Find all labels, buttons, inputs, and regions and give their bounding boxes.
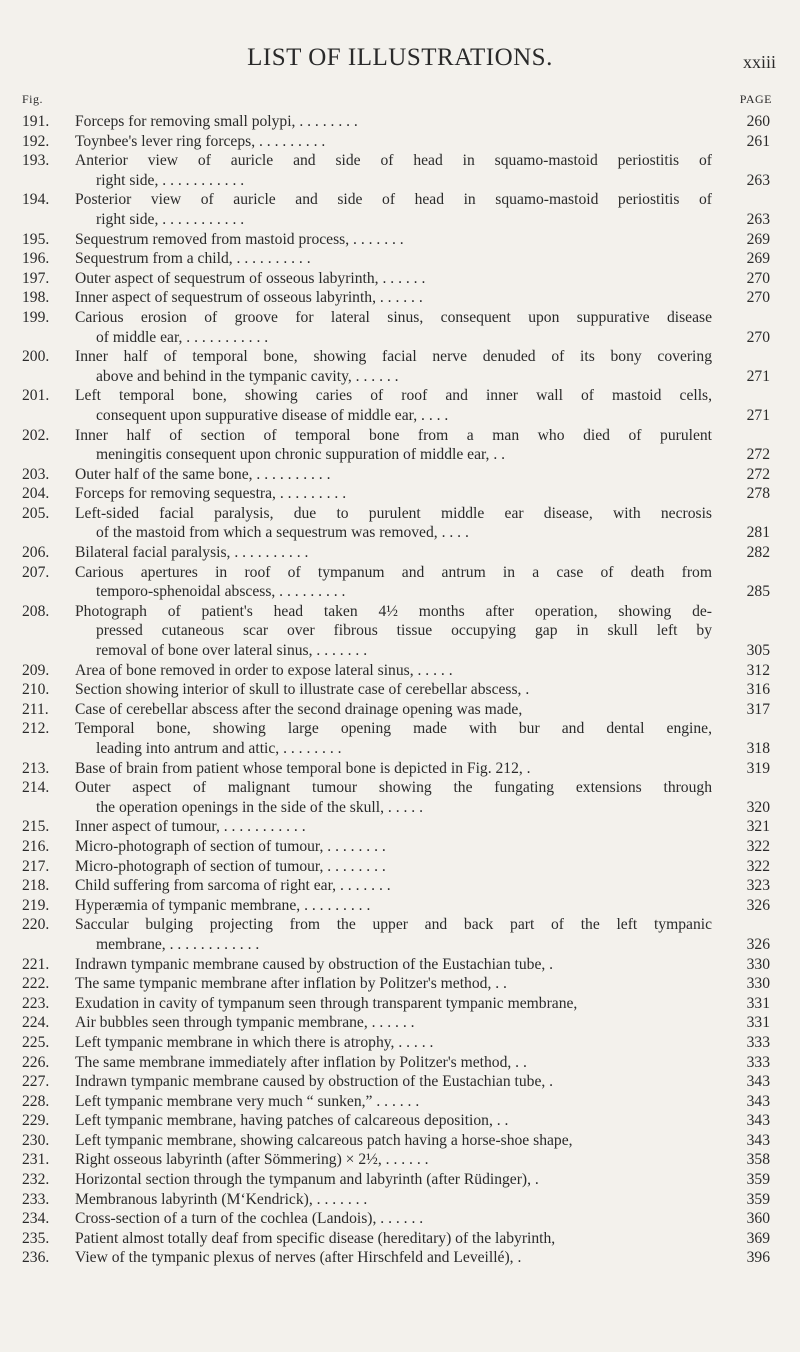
figure-caption — [75, 1150, 712, 1170]
page-reference: 271 — [746, 367, 770, 385]
caption-line: Photograph of patient's head taken 4½ months after operation, showing de- — [75, 602, 712, 620]
caption-line: Temporal bone, showing large opening made with bur and dental engine, — [75, 720, 712, 738]
caption-line: removal of bone over lateral sinus, . . . . . . . — [96, 642, 368, 660]
caption-line: Base of brain from patient whose temporal bone is depicted in Fig. 212, . — [75, 759, 531, 777]
page-reference: 272 — [746, 446, 770, 464]
figure-caption — [75, 1190, 712, 1210]
figure-caption — [75, 112, 712, 132]
page-reference: 285 — [746, 583, 770, 601]
page-reference: 358 — [746, 1151, 770, 1169]
list-item — [0, 1033, 800, 1053]
caption-line: Left-sided facial paralysis, due to purulent middle ear disease, with necrosis — [75, 504, 712, 522]
list-item — [0, 504, 800, 543]
figure-number: 202. — [22, 426, 50, 444]
figure-caption — [75, 661, 712, 681]
page-reference: 272 — [746, 465, 770, 483]
figure-caption — [75, 1131, 712, 1151]
list-item — [0, 426, 800, 465]
list-item — [0, 465, 800, 485]
figure-number: 201. — [22, 387, 50, 405]
fig-column-heading: Fig. — [22, 92, 44, 106]
figure-caption — [75, 132, 712, 152]
page-reference: 360 — [746, 1210, 770, 1228]
list-item — [0, 1072, 800, 1092]
caption-line: Inner aspect of tumour, . . . . . . . . . . . — [75, 818, 306, 836]
list-item — [0, 1150, 800, 1170]
caption-line: Outer half of the same bone, . . . . . . . . . . — [75, 465, 331, 483]
figure-caption — [75, 288, 712, 308]
figure-caption — [75, 1033, 712, 1053]
page-reference: 343 — [746, 1073, 770, 1091]
caption-line: View of the tympanic plexus of nerves (after Hirschfeld and Leveillé), . — [75, 1249, 522, 1267]
caption-line: of middle ear, . . . . . . . . . . . — [96, 328, 269, 346]
figure-caption — [75, 1092, 712, 1112]
figure-caption — [75, 837, 712, 857]
figure-caption — [75, 817, 712, 837]
figure-caption — [75, 230, 712, 250]
page-reference: 316 — [746, 681, 770, 699]
page-reference: 323 — [746, 877, 770, 895]
figure-number: 191. — [22, 113, 50, 130]
figure-caption — [75, 269, 712, 289]
figure-caption — [75, 602, 712, 661]
figure-number: 210. — [22, 681, 50, 699]
page-reference: 320 — [746, 798, 770, 816]
list-item — [0, 1209, 800, 1229]
list-item — [0, 269, 800, 289]
list-item — [0, 230, 800, 250]
caption-line: of the mastoid from which a sequestrum was removed, . . . . — [96, 524, 469, 542]
figure-number: 227. — [22, 1073, 50, 1091]
caption-line: Hyperæmia of tympanic membrane, . . . . . . . . . — [75, 896, 371, 914]
page-reference: 331 — [746, 994, 770, 1012]
page-reference: 278 — [746, 485, 770, 503]
caption-line: Carious apertures in roof of tympanum and antrum in a case of death from — [75, 563, 712, 581]
caption-line: The same membrane immediately after inflation by Politzer's method, . . — [75, 1053, 527, 1071]
figure-caption — [75, 1209, 712, 1229]
list-item — [0, 308, 800, 347]
list-item — [0, 817, 800, 837]
list-item — [0, 602, 800, 661]
caption-line: leading into antrum and attic, . . . . . . . . — [96, 740, 342, 757]
list-item — [0, 661, 800, 681]
list-item — [0, 700, 800, 720]
caption-line: Cross-section of a turn of the cochlea (Landois), . . . . . . — [75, 1210, 424, 1228]
caption-line: Micro-photograph of section of tumour, . . . . . . . . — [75, 837, 386, 855]
page-reference: 312 — [746, 661, 770, 679]
figure-number: 225. — [22, 1033, 50, 1051]
page-reference: 269 — [746, 230, 770, 248]
page-reference: 263 — [746, 210, 770, 228]
caption-line: Exudation in cavity of tympanum seen through transparent tympanic membrane, — [75, 994, 578, 1012]
figure-number: 197. — [22, 269, 50, 287]
page-reference: 319 — [746, 759, 770, 777]
list-item — [0, 386, 800, 425]
list-item — [0, 719, 800, 758]
page-reference: 322 — [746, 857, 770, 875]
list-item — [0, 1092, 800, 1112]
page-reference: 317 — [746, 700, 770, 718]
figure-number: 220. — [22, 916, 50, 934]
figure-number: 212. — [22, 720, 50, 738]
caption-line: Left tympanic membrane, having patches of calcareous deposition, . . — [75, 1112, 509, 1130]
figure-number: 200. — [22, 348, 50, 366]
page-reference: 343 — [746, 1131, 770, 1149]
figure-caption — [75, 857, 712, 877]
figure-caption — [75, 347, 712, 386]
figure-number: 205. — [22, 504, 50, 522]
figure-caption — [75, 759, 712, 779]
caption-line: Area of bone removed in order to expose lateral sinus, . . . . . — [75, 661, 453, 679]
figure-number: 224. — [22, 1014, 50, 1032]
caption-line: Outer aspect of sequestrum of osseous labyrinth, . . . . . . — [75, 269, 426, 287]
page-reference: 271 — [746, 406, 770, 424]
figure-number: 222. — [22, 975, 50, 993]
caption-line: meningitis consequent upon chronic suppuration of middle ear, . . — [96, 446, 506, 464]
caption-line: Carious erosion of groove for lateral sinus, consequent upon suppurative disease — [75, 308, 712, 326]
list-item — [0, 249, 800, 269]
figure-number: 229. — [22, 1112, 50, 1130]
list-item — [0, 974, 800, 994]
figure-number: 218. — [22, 877, 50, 895]
list-item — [0, 1111, 800, 1131]
page-reference: 318 — [746, 740, 770, 757]
page-reference: 270 — [746, 289, 770, 307]
caption-line: Membranous labyrinth (M‘Kendrick), . . . . . . . — [75, 1190, 368, 1208]
page-reference: 330 — [746, 955, 770, 973]
figure-number: 203. — [22, 465, 50, 483]
figure-caption — [75, 426, 712, 465]
figure-number: 198. — [22, 289, 50, 307]
figure-caption — [75, 778, 712, 817]
caption-line: Inner half of section of temporal bone from a man who died of purulent — [75, 426, 712, 444]
page-reference: 326 — [746, 935, 770, 953]
figure-caption — [75, 190, 712, 229]
page-reference: 281 — [746, 524, 770, 542]
list-item — [0, 896, 800, 916]
figure-caption — [75, 719, 712, 758]
caption-line: Left tympanic membrane in which there is atrophy, . . . . . — [75, 1033, 434, 1051]
figure-caption — [75, 680, 712, 700]
figure-number: 234. — [22, 1210, 50, 1228]
list-item — [0, 955, 800, 975]
figure-caption — [75, 1013, 712, 1033]
figure-caption — [75, 151, 712, 190]
page-reference: 270 — [746, 269, 770, 287]
figure-number: 217. — [22, 857, 50, 875]
figure-number: 195. — [22, 230, 50, 248]
figure-number: 230. — [22, 1131, 50, 1149]
figure-caption — [75, 896, 712, 916]
caption-line: Toynbee's lever ring forceps, . . . . . . . . . — [75, 132, 326, 150]
list-item — [0, 1053, 800, 1073]
page-number: xxiii — [742, 52, 776, 72]
caption-line: Sequestrum from a child, . . . . . . . . . . — [75, 250, 311, 268]
list-item — [0, 857, 800, 877]
figure-number: 215. — [22, 818, 50, 836]
caption-line: Forceps for removing small polypi, . . . . . . . . — [75, 113, 358, 130]
page-reference: 269 — [746, 250, 770, 268]
list-item — [0, 915, 800, 954]
figure-number: 204. — [22, 485, 50, 503]
figure-caption — [75, 563, 712, 602]
list-item — [0, 1190, 800, 1210]
page-reference: 343 — [746, 1112, 770, 1130]
figure-number: 223. — [22, 994, 50, 1012]
page-reference: 331 — [746, 1014, 770, 1032]
figure-number: 221. — [22, 955, 50, 973]
list-item — [0, 837, 800, 857]
caption-line: consequent upon suppurative disease of middle ear, . . . . — [96, 406, 449, 424]
page-reference: 263 — [746, 171, 770, 189]
figure-caption — [75, 876, 712, 896]
list-item — [0, 190, 800, 229]
page-title: LIST OF ILLUSTRATIONS. — [247, 44, 553, 71]
page-reference: 333 — [746, 1053, 770, 1071]
caption-line: Saccular bulging projecting from the upper and back part of the left tympanic — [75, 916, 712, 934]
caption-line: Horizontal section through the tympanum and labyrinth (after Rüdinger), . — [75, 1171, 539, 1189]
page-reference: 359 — [746, 1190, 770, 1208]
figure-caption — [75, 1248, 712, 1268]
figure-number: 236. — [22, 1249, 50, 1267]
page-reference: 343 — [746, 1092, 770, 1110]
figure-number: 216. — [22, 837, 50, 855]
caption-line: Bilateral facial paralysis, . . . . . . . . . . — [75, 544, 309, 562]
caption-line: Child suffering from sarcoma of right ear, . . . . . . . — [75, 877, 391, 895]
figure-caption — [75, 1170, 712, 1190]
figure-number: 199. — [22, 308, 50, 326]
caption-line: Case of cerebellar abscess after the second drainage opening was made, — [75, 700, 523, 718]
figure-number: 228. — [22, 1092, 50, 1110]
figure-caption — [75, 484, 712, 504]
list-item — [0, 759, 800, 779]
figure-number: 211. — [22, 700, 49, 718]
list-item — [0, 112, 800, 132]
figure-caption — [75, 386, 712, 425]
figure-number: 193. — [22, 152, 50, 170]
list-item — [0, 994, 800, 1014]
figure-number: 207. — [22, 563, 50, 581]
list-item — [0, 563, 800, 602]
figure-caption — [75, 465, 712, 485]
figure-caption — [75, 1111, 712, 1131]
figure-caption — [75, 955, 712, 975]
list-item — [0, 543, 800, 563]
list-item — [0, 680, 800, 700]
list-item — [0, 778, 800, 817]
list-item — [0, 484, 800, 504]
figure-number: 194. — [22, 191, 50, 209]
page-reference: 369 — [746, 1229, 770, 1247]
page-reference: 333 — [746, 1033, 770, 1051]
figure-number: 233. — [22, 1190, 50, 1208]
caption-line: Left temporal bone, showing caries of roof and inner wall of mastoid cells, — [75, 387, 712, 405]
caption-line: Posterior view of auricle and side of head in squamo-mastoid periostitis of — [75, 191, 712, 209]
list-item — [0, 1248, 800, 1268]
figure-number: 232. — [22, 1171, 50, 1189]
figure-caption — [75, 1053, 712, 1073]
list-item — [0, 288, 800, 308]
caption-line: right side, . . . . . . . . . . . — [96, 171, 245, 189]
page-reference: 326 — [746, 896, 770, 914]
page-reference: 282 — [746, 544, 770, 562]
figure-caption — [75, 1072, 712, 1092]
list-item — [0, 1229, 800, 1249]
caption-line: Air bubbles seen through tympanic membrane, . . . . . . — [75, 1014, 415, 1032]
figure-number: 214. — [22, 779, 50, 797]
list-item — [0, 151, 800, 190]
figure-caption — [75, 1229, 712, 1249]
caption-line: Right osseous labyrinth (after Sömmering) × 2½, . . . . . . — [75, 1151, 429, 1169]
caption-line: pressed cutaneous scar over fibrous tissue occupying gap in skull left by — [96, 622, 712, 640]
figure-caption — [75, 308, 712, 347]
figure-caption — [75, 974, 712, 994]
page-reference: 261 — [746, 132, 770, 150]
page-header — [0, 44, 800, 84]
caption-line: Forceps for removing sequestra, . . . . . . . . . — [75, 485, 347, 503]
list-item — [0, 1131, 800, 1151]
figure-caption — [75, 249, 712, 269]
caption-line: Sequestrum removed from mastoid process, . . . . . . . — [75, 230, 404, 248]
figure-number: 219. — [22, 896, 50, 914]
caption-line: Indrawn tympanic membrane caused by obstruction of the Eustachian tube, . — [75, 955, 554, 973]
page-reference: 270 — [746, 328, 770, 346]
page-reference: 305 — [746, 642, 770, 660]
column-headings — [0, 92, 800, 108]
page-column-heading: PAGE — [739, 92, 772, 106]
page-reference: 322 — [746, 837, 770, 855]
list-item — [0, 347, 800, 386]
caption-line: Anterior view of auricle and side of head in squamo-mastoid periostitis of — [75, 152, 712, 170]
figure-caption — [75, 543, 712, 563]
figure-number: 196. — [22, 250, 50, 268]
list-item — [0, 1170, 800, 1190]
page-reference: 396 — [746, 1249, 770, 1267]
page-reference: 330 — [746, 975, 770, 993]
caption-line: Left tympanic membrane very much “ sunken,” . . . . . . — [75, 1092, 420, 1110]
figure-number: 235. — [22, 1229, 50, 1247]
list-item — [0, 876, 800, 896]
figure-number: 192. — [22, 132, 50, 150]
figure-number: 213. — [22, 759, 50, 777]
caption-line: Inner aspect of sequestrum of osseous labyrinth, . . . . . . — [75, 289, 423, 307]
caption-line: Left tympanic membrane, showing calcareous patch having a horse-shoe shape, — [75, 1131, 573, 1149]
caption-line: Indrawn tympanic membrane caused by obstruction of the Eustachian tube, . — [75, 1073, 554, 1091]
caption-line: Section showing interior of skull to illustrate case of cerebellar abscess, . — [75, 681, 530, 699]
caption-line: right side, . . . . . . . . . . . — [96, 210, 245, 228]
figure-number: 231. — [22, 1151, 50, 1169]
caption-line: temporo-sphenoidal abscess, . . . . . . . . . — [96, 583, 346, 601]
caption-line: membrane, . . . . . . . . . . . . — [96, 935, 260, 953]
list-item — [0, 132, 800, 152]
figure-caption — [75, 700, 712, 720]
page-reference: 321 — [746, 818, 770, 836]
caption-line: the operation openings in the side of the skull, . . . . . — [96, 798, 423, 816]
caption-line: Outer aspect of malignant tumour showing the fungating extensions through — [75, 779, 712, 797]
list-item — [0, 1013, 800, 1033]
figure-number: 208. — [22, 602, 50, 620]
figure-number: 209. — [22, 661, 50, 679]
page-reference: 260 — [746, 113, 770, 130]
figure-number: 226. — [22, 1053, 50, 1071]
caption-line: Patient almost totally deaf from specific disease (hereditary) of the labyrinth, — [75, 1229, 556, 1247]
figure-caption — [75, 915, 712, 954]
caption-line: Inner half of temporal bone, showing facial nerve denuded of its bony covering — [75, 348, 712, 366]
caption-line: The same tympanic membrane after inflation by Politzer's method, . . — [75, 975, 507, 993]
illustration-list — [0, 112, 800, 1268]
page-reference: 359 — [746, 1171, 770, 1189]
figure-number: 206. — [22, 544, 50, 562]
figure-caption — [75, 994, 712, 1014]
caption-line: Micro-photograph of section of tumour, . . . . . . . . — [75, 857, 386, 875]
figure-caption — [75, 504, 712, 543]
caption-line: above and behind in the tympanic cavity, . . . . . . — [96, 367, 399, 385]
